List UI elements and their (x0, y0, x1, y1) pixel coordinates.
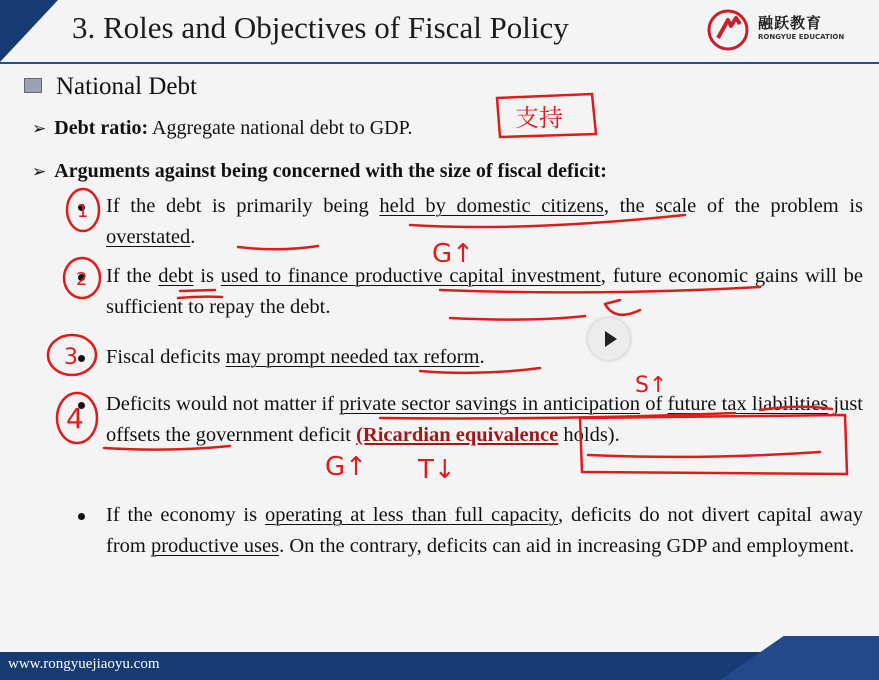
annotation-g-up: G↑ (432, 239, 474, 269)
annotation-number-3: 3 (64, 345, 78, 370)
bullet-dot (78, 402, 85, 409)
debt-ratio-label: Debt ratio: (54, 117, 149, 139)
footer-url: www.rongyuejiaoyu.com (8, 656, 160, 672)
bullet-text: Fiscal deficits may prompt needed tax reform. (106, 346, 485, 368)
list-item (78, 191, 863, 253)
bullet-text: If the debt is used to finance productive capital investment, future economic gains will be sufficient to repay the debt. (106, 265, 863, 318)
section-heading-text: National Debt (56, 73, 197, 100)
list-item (78, 389, 863, 451)
debt-ratio-line (32, 117, 413, 140)
rongyue-logo-icon (706, 8, 752, 52)
list-item (78, 500, 863, 562)
bullet-dot (78, 513, 85, 520)
bullet-dot (78, 274, 85, 281)
bullet-text: Deficits would not matter if private sector savings in anticipation of future tax liabilities just offsets the government deficit (Ricardian equivalence holds). (106, 393, 863, 446)
list-item (78, 342, 863, 373)
annotation-s-up: S↑ (635, 373, 668, 398)
section-heading (24, 73, 197, 101)
arguments-heading (32, 160, 607, 183)
annotation-number-2: 2 (76, 269, 88, 290)
bullet-text: If the debt is primarily being held by domestic citizens, the scale of the problem is overstated. (106, 195, 863, 248)
annotation-number-1: 1 (77, 201, 89, 222)
annotation-g-up: G↑ (325, 452, 367, 482)
annotation-number-4: 4 (66, 402, 84, 435)
arrow-bullet-icon: ➢ (32, 119, 47, 139)
annotation-underline (588, 452, 820, 457)
annotation-t-down: T↓ (418, 455, 456, 485)
bullet-dot (78, 204, 85, 211)
logo-english-text: RONGYUE EDUCATION (758, 33, 845, 41)
debt-ratio-text: Aggregate national debt to GDP. (152, 117, 413, 139)
ricardian-equivalence-term: (Ricardian equivalence (356, 424, 559, 446)
play-button[interactable] (588, 318, 630, 360)
arrow-bullet-icon: ➢ (32, 162, 47, 182)
logo (706, 8, 846, 52)
logo-chinese-text: 融跃教育 (758, 14, 823, 32)
arguments-heading-text: Arguments against being concerned with the size of fiscal deficit: (54, 160, 607, 182)
header-accent (0, 0, 58, 62)
list-item (78, 261, 863, 323)
section-bullet-icon (24, 78, 42, 93)
bullet-dot (78, 355, 85, 362)
annotation-box (497, 94, 596, 137)
title-divider (0, 62, 879, 64)
slide-title: 3. Roles and Objectives of Fiscal Policy (72, 10, 569, 45)
annotation-note: 支持 (515, 104, 563, 132)
bullet-text: If the economy is operating at less than full capacity, deficits do not divert capital away from productive uses. On the contrary, deficits can aid in increasing GDP and employment. (106, 504, 863, 557)
